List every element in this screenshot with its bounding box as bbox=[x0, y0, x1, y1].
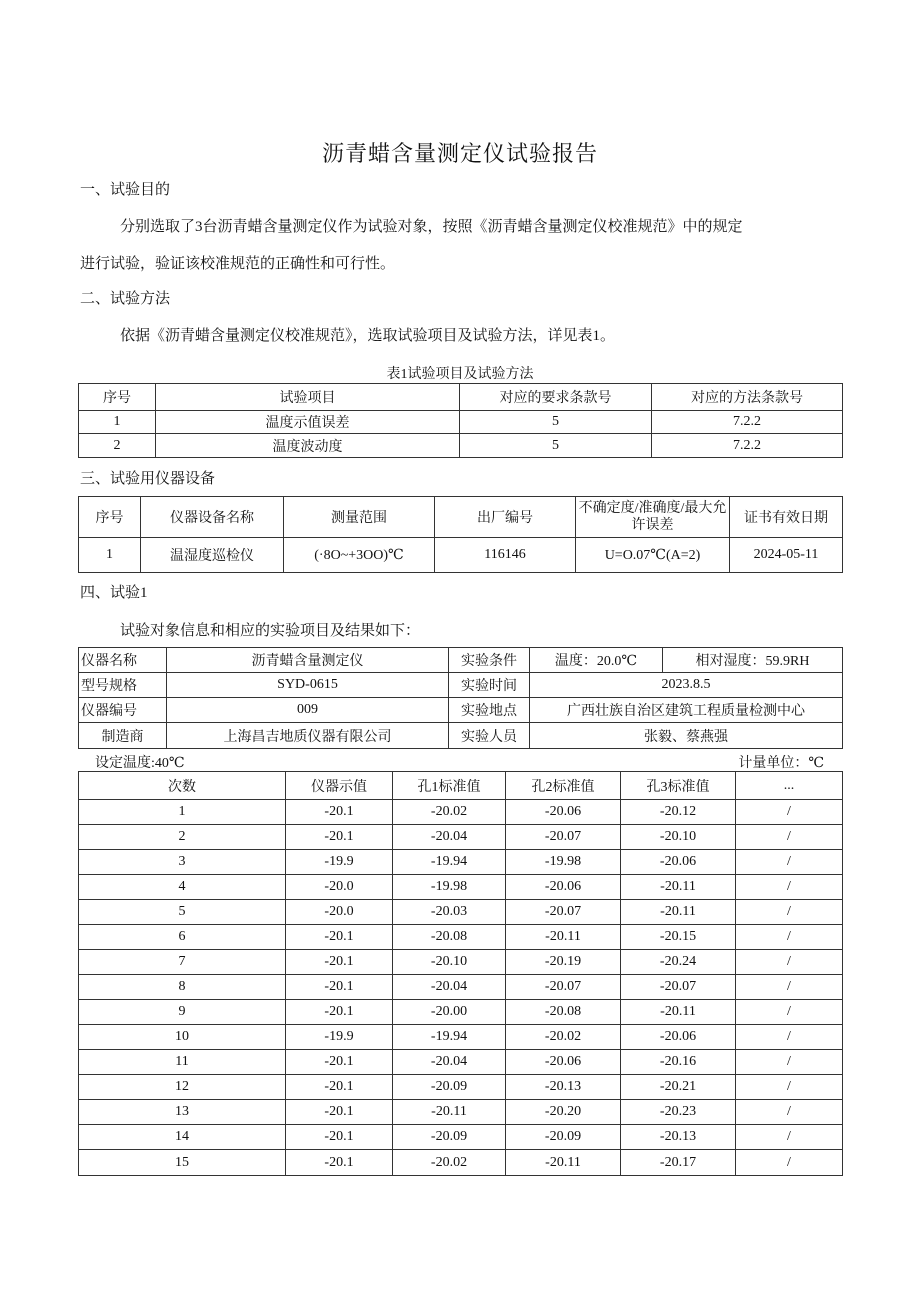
cell: -20.10 bbox=[621, 825, 736, 850]
header-cell: 序号 bbox=[79, 497, 141, 538]
purpose-text-line1: 分别选取了3台沥青蜡含量测定仪作为试验对象，按照《沥青蜡含量测定仪校准规范》中的规定 bbox=[120, 219, 743, 235]
cell: -20.11 bbox=[506, 925, 621, 950]
table-row bbox=[79, 1025, 843, 1050]
section-heading-test1: 四、试验1 bbox=[80, 585, 148, 601]
cell: -20.03 bbox=[393, 900, 506, 925]
table-row bbox=[79, 1075, 843, 1100]
cell: 11 bbox=[79, 1050, 286, 1075]
cell: -20.06 bbox=[506, 800, 621, 825]
cell: -20.02 bbox=[393, 800, 506, 825]
cell: -20.1 bbox=[286, 1125, 393, 1150]
header-cell: ... bbox=[736, 772, 843, 800]
cell: 5 bbox=[460, 434, 652, 458]
header-cell: 对应的要求条款号 bbox=[460, 384, 652, 411]
cell: -20.09 bbox=[393, 1125, 506, 1150]
cell: -20.20 bbox=[506, 1100, 621, 1125]
cell: -20.06 bbox=[621, 1025, 736, 1050]
header-cell: 试验项目 bbox=[156, 384, 460, 411]
cell: 13 bbox=[79, 1100, 286, 1125]
cell: -20.06 bbox=[506, 1050, 621, 1075]
cell: 温度示值误差 bbox=[156, 411, 460, 434]
cell: -20.07 bbox=[506, 825, 621, 850]
table-row bbox=[79, 698, 843, 723]
cell: 1 bbox=[79, 538, 141, 573]
header-cell: 序号 bbox=[79, 384, 156, 411]
section-heading-purpose: 一、试验目的 bbox=[80, 182, 171, 198]
cell: -20.19 bbox=[506, 950, 621, 975]
cell: / bbox=[736, 825, 843, 850]
cell: 2 bbox=[79, 825, 286, 850]
cell: / bbox=[736, 875, 843, 900]
cell: -20.07 bbox=[506, 975, 621, 1000]
table-row bbox=[79, 825, 843, 850]
cell: 9 bbox=[79, 1000, 286, 1025]
cell: -20.11 bbox=[621, 900, 736, 925]
section-heading-method: 二、试验方法 bbox=[80, 291, 171, 307]
cell: -20.1 bbox=[286, 1100, 393, 1125]
cell: / bbox=[736, 900, 843, 925]
cell: -20.21 bbox=[621, 1075, 736, 1100]
cell: / bbox=[736, 950, 843, 975]
header-cell: 次数 bbox=[79, 772, 286, 800]
value-cell: 温度：20.0℃ bbox=[530, 648, 663, 673]
header-cell: 仪器设备名称 bbox=[141, 497, 284, 538]
table-row bbox=[79, 648, 843, 673]
table-row bbox=[79, 1150, 843, 1176]
cell: 2 bbox=[79, 434, 156, 458]
cell: -19.94 bbox=[393, 1025, 506, 1050]
cell: -20.10 bbox=[393, 950, 506, 975]
cell: -20.1 bbox=[286, 1150, 393, 1176]
table-row bbox=[79, 538, 843, 573]
cell: -20.24 bbox=[621, 950, 736, 975]
table-row bbox=[79, 900, 843, 925]
cell: 116146 bbox=[435, 538, 576, 573]
table-row bbox=[79, 1050, 843, 1075]
cell: -20.0 bbox=[286, 875, 393, 900]
cell: -19.9 bbox=[286, 850, 393, 875]
cell: / bbox=[736, 800, 843, 825]
cell: -20.07 bbox=[621, 975, 736, 1000]
cell: 6 bbox=[79, 925, 286, 950]
cell: -20.1 bbox=[286, 825, 393, 850]
value-cell: 相对湿度：59.9RH bbox=[663, 648, 843, 673]
cell: -20.13 bbox=[506, 1075, 621, 1100]
cell: 温湿度巡检仪 bbox=[141, 538, 284, 573]
table-row bbox=[79, 411, 843, 434]
label-cell: 实验时间 bbox=[449, 673, 530, 698]
cell: -20.1 bbox=[286, 1075, 393, 1100]
label-cell: 仪器名称 bbox=[79, 648, 167, 673]
header-cell: 不确定度/准确度/最大允许误差 bbox=[576, 497, 730, 538]
table-row bbox=[79, 1125, 843, 1150]
cell: 1 bbox=[79, 411, 156, 434]
cell: 5 bbox=[460, 411, 652, 434]
cell: -20.12 bbox=[621, 800, 736, 825]
table-row bbox=[79, 723, 843, 749]
page-title: 沥青蜡含量测定仪试验报告 bbox=[321, 141, 598, 166]
cell: -20.1 bbox=[286, 925, 393, 950]
header-cell: 测量范围 bbox=[284, 497, 435, 538]
cell: -20.1 bbox=[286, 975, 393, 1000]
table-row bbox=[79, 950, 843, 975]
cell: 4 bbox=[79, 875, 286, 900]
cell: -20.07 bbox=[506, 900, 621, 925]
value-cell: SYD-0615 bbox=[167, 673, 449, 698]
table-row bbox=[79, 925, 843, 950]
cell: -20.1 bbox=[286, 950, 393, 975]
cell: / bbox=[736, 1100, 843, 1125]
cell: U=O.07℃(A=2) bbox=[576, 538, 730, 573]
label-cell: 实验地点 bbox=[449, 698, 530, 723]
cell: / bbox=[736, 1125, 843, 1150]
cell: / bbox=[736, 1025, 843, 1050]
test1-intro: 试验对象信息和相应的实验项目及结果如下： bbox=[120, 623, 421, 639]
cell: / bbox=[736, 1000, 843, 1025]
header-cell: 出厂编号 bbox=[435, 497, 576, 538]
table-row bbox=[79, 975, 843, 1000]
cell: / bbox=[736, 1050, 843, 1075]
test-items-table bbox=[78, 383, 843, 458]
cell: -20.02 bbox=[506, 1025, 621, 1050]
table-row bbox=[79, 800, 843, 825]
table-row bbox=[79, 875, 843, 900]
header-cell: 证书有效日期 bbox=[730, 497, 843, 538]
header-cell: 孔2标准值 bbox=[506, 772, 621, 800]
measurement-data-table bbox=[78, 771, 843, 1176]
cell: -19.94 bbox=[393, 850, 506, 875]
cell: -20.23 bbox=[621, 1100, 736, 1125]
cell: -20.09 bbox=[506, 1125, 621, 1150]
section-heading-equipment: 三、试验用仪器设备 bbox=[80, 471, 216, 487]
cell: -20.0 bbox=[286, 900, 393, 925]
cell: 7.2.2 bbox=[652, 434, 843, 458]
cell: -20.00 bbox=[393, 1000, 506, 1025]
cell: -19.9 bbox=[286, 1025, 393, 1050]
cell: -20.17 bbox=[621, 1150, 736, 1176]
cell: -20.16 bbox=[621, 1050, 736, 1075]
label-cell: 制造商 bbox=[79, 723, 167, 749]
cell: (·8O~+3OO)℃ bbox=[284, 538, 435, 573]
cell: 12 bbox=[79, 1075, 286, 1100]
table-header-row bbox=[79, 772, 843, 800]
table-row bbox=[79, 1100, 843, 1125]
header-cell: 孔1标准值 bbox=[393, 772, 506, 800]
cell: 7.2.2 bbox=[652, 411, 843, 434]
value-cell: 广西壮族自治区建筑工程质量检测中心 bbox=[530, 698, 843, 723]
cell: -20.02 bbox=[393, 1150, 506, 1176]
cell: / bbox=[736, 975, 843, 1000]
cell: -20.11 bbox=[393, 1100, 506, 1125]
cell: 15 bbox=[79, 1150, 286, 1176]
cell: 10 bbox=[79, 1025, 286, 1050]
cell: -19.98 bbox=[393, 875, 506, 900]
cell: -20.11 bbox=[621, 875, 736, 900]
cell: 2024-05-11 bbox=[730, 538, 843, 573]
cell: 14 bbox=[79, 1125, 286, 1150]
cell: 3 bbox=[79, 850, 286, 875]
cell: -19.98 bbox=[506, 850, 621, 875]
table-header-row bbox=[79, 384, 843, 411]
cell: -20.08 bbox=[506, 1000, 621, 1025]
header-cell: 对应的方法条款号 bbox=[652, 384, 843, 411]
table-header-row bbox=[79, 497, 843, 538]
set-temperature: 设定温度:40℃ bbox=[95, 756, 185, 771]
cell: -20.04 bbox=[393, 825, 506, 850]
equipment-table bbox=[78, 496, 843, 573]
table-row bbox=[79, 673, 843, 698]
value-cell: 沥青蜡含量测定仪 bbox=[167, 648, 449, 673]
cell: -20.13 bbox=[621, 1125, 736, 1150]
value-cell: 上海昌吉地质仪器有限公司 bbox=[167, 723, 449, 749]
cell: -20.04 bbox=[393, 1050, 506, 1075]
cell: -20.1 bbox=[286, 1050, 393, 1075]
cell: / bbox=[736, 1075, 843, 1100]
table-row bbox=[79, 1000, 843, 1025]
cell: 8 bbox=[79, 975, 286, 1000]
cell: 1 bbox=[79, 800, 286, 825]
table-row bbox=[79, 434, 843, 458]
label-cell: 型号规格 bbox=[79, 673, 167, 698]
label-cell: 实验人员 bbox=[449, 723, 530, 749]
header-cell: 孔3标准值 bbox=[621, 772, 736, 800]
value-cell: 2023.8.5 bbox=[530, 673, 843, 698]
purpose-text-line2: 进行试验，验证该校准规范的正确性和可行性。 bbox=[80, 256, 396, 272]
cell: -20.04 bbox=[393, 975, 506, 1000]
cell: / bbox=[736, 1150, 843, 1176]
header-cell: 仪器示值 bbox=[286, 772, 393, 800]
cell: -20.08 bbox=[393, 925, 506, 950]
cell: 7 bbox=[79, 950, 286, 975]
value-cell: 009 bbox=[167, 698, 449, 723]
cell: -20.11 bbox=[621, 1000, 736, 1025]
cell: -20.06 bbox=[621, 850, 736, 875]
method-text: 依据《沥青蜡含量测定仪校准规范》，选取试验项目及试验方法，详见表1。 bbox=[120, 328, 616, 344]
cell: 5 bbox=[79, 900, 286, 925]
measurement-unit: 计量单位：℃ bbox=[738, 756, 824, 771]
cell: -20.1 bbox=[286, 800, 393, 825]
label-cell: 实验条件 bbox=[449, 648, 530, 673]
cell: -20.1 bbox=[286, 1000, 393, 1025]
cell: / bbox=[736, 925, 843, 950]
cell: 温度波动度 bbox=[156, 434, 460, 458]
value-cell: 张毅、蔡燕强 bbox=[530, 723, 843, 749]
cell: / bbox=[736, 850, 843, 875]
instrument-info-table bbox=[78, 647, 843, 749]
label-cell: 仪器编号 bbox=[79, 698, 167, 723]
cell: -20.09 bbox=[393, 1075, 506, 1100]
cell: -20.15 bbox=[621, 925, 736, 950]
cell: -20.06 bbox=[506, 875, 621, 900]
cell: -20.11 bbox=[506, 1150, 621, 1176]
table-row bbox=[79, 850, 843, 875]
table1-caption: 表1试验项目及试验方法 bbox=[386, 367, 534, 382]
